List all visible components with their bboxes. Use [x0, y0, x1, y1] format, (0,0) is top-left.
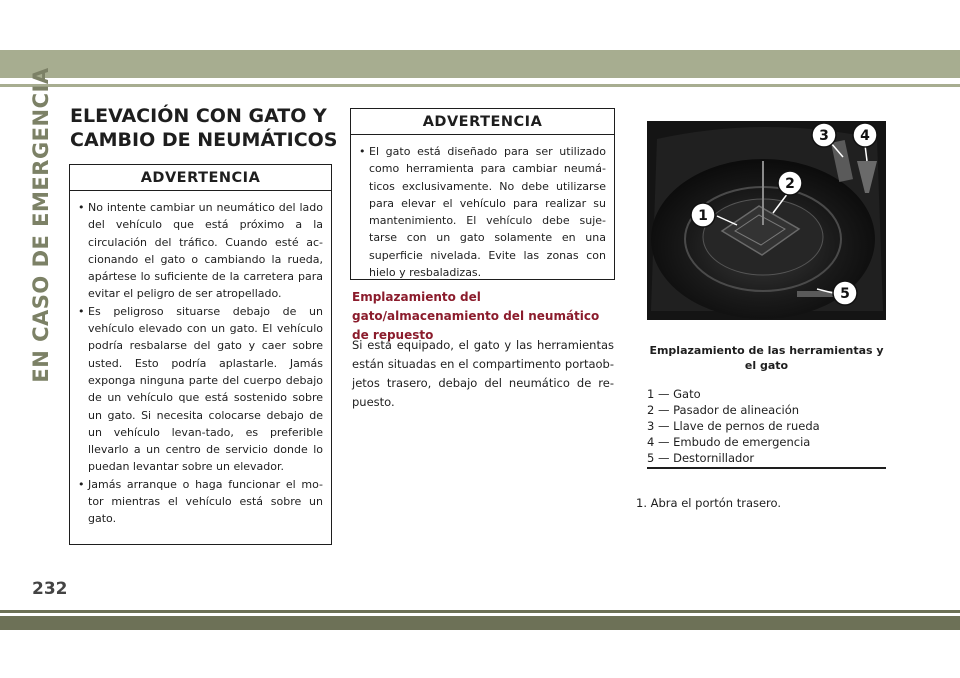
legend-item: 1 — Gato — [647, 387, 701, 401]
body-paragraph: Si está equipado, el gato y las herramientas están situadas en el compartimento portaob-jetos trasero, debajo del neumático de re-puesto. — [352, 338, 614, 409]
footer-rule — [0, 610, 960, 613]
callout-5: 5 — [840, 286, 850, 302]
legend-item: 5 — Destornillador — [647, 451, 755, 465]
legend-item: 2 — Pasador de alineación — [647, 403, 800, 417]
header-rule — [0, 84, 960, 87]
title-line-1: ELEVACIÓN CON GATO Y — [70, 105, 327, 127]
footer-band — [0, 616, 960, 630]
warning-list — [70, 191, 331, 528]
spare-tire-tools-photo — [647, 121, 886, 320]
warning-list — [351, 135, 614, 281]
callout-2: 2 — [785, 176, 795, 192]
warning-box-2 — [350, 108, 615, 280]
warning-heading: ADVERTENCIA — [70, 165, 331, 191]
warning-item: • No intente cambiar un neumático del lado del vehículo que está próximo a la circulación del tráfico. Cuando esté ac-cionando el gato o cambiando la rueda, apártese lo suficiente de la carretera para evitar el peligro de ser atropellado. — [78, 199, 323, 303]
warning-item: • El gato está diseñado para ser utilizado como herramienta para cambiar neumá-ticos exclusivamente. No debe utilizarse para elevar el vehículo para realizar su mantenimiento. El vehículo debe suje-tarse con un gato solamente en una superficie nivelada. Evite las zonas con hielo y resbaladizas. — [359, 143, 606, 281]
step-1: 1. Abra el portón trasero. — [636, 496, 782, 510]
warning-item: • Es peligroso situarse debajo de un vehículo elevado con un gato. El vehículo podría resbalarse del gato y caer sobre usted. Esto podría aplastarle. Jamás exponga ninguna parte del cuerpo debajo de un vehículo que está sostenido sobre un gato. Si necesita colocarse debajo de un vehículo levan-tado, es preferible llevarlo a un centro de servicio donde lo puedan levantar sobre un elevador. — [78, 303, 323, 476]
legend-item: 4 — Embudo de emergencia — [647, 435, 811, 449]
page-number: 232 — [32, 579, 68, 599]
callout-3: 3 — [819, 128, 829, 144]
legend-item: 3 — Llave de pernos de rueda — [647, 419, 820, 433]
callout-1: 1 — [698, 208, 708, 224]
header-band — [0, 50, 960, 78]
callout-4: 4 — [860, 128, 870, 144]
warning-heading: ADVERTENCIA — [351, 109, 614, 135]
warning-item: • Jamás arranque o haga funcionar el mo-tor mientras el vehículo está sobre un gato. — [78, 476, 323, 528]
title-line-2: CAMBIO DE NEUMÁTICOS — [70, 129, 338, 151]
warning-box-1 — [69, 164, 332, 545]
page-title — [70, 104, 340, 152]
section-side-title: EN CASO DE EMERGENCIA — [29, 67, 53, 383]
figure-legend — [647, 386, 886, 466]
figure-caption: Emplazamiento de las herramientas y el gato — [649, 344, 884, 372]
legend-rule — [647, 467, 886, 469]
section-subheading: Emplazamiento del gato/almacenamiento del neumático de repuesto — [352, 290, 600, 342]
